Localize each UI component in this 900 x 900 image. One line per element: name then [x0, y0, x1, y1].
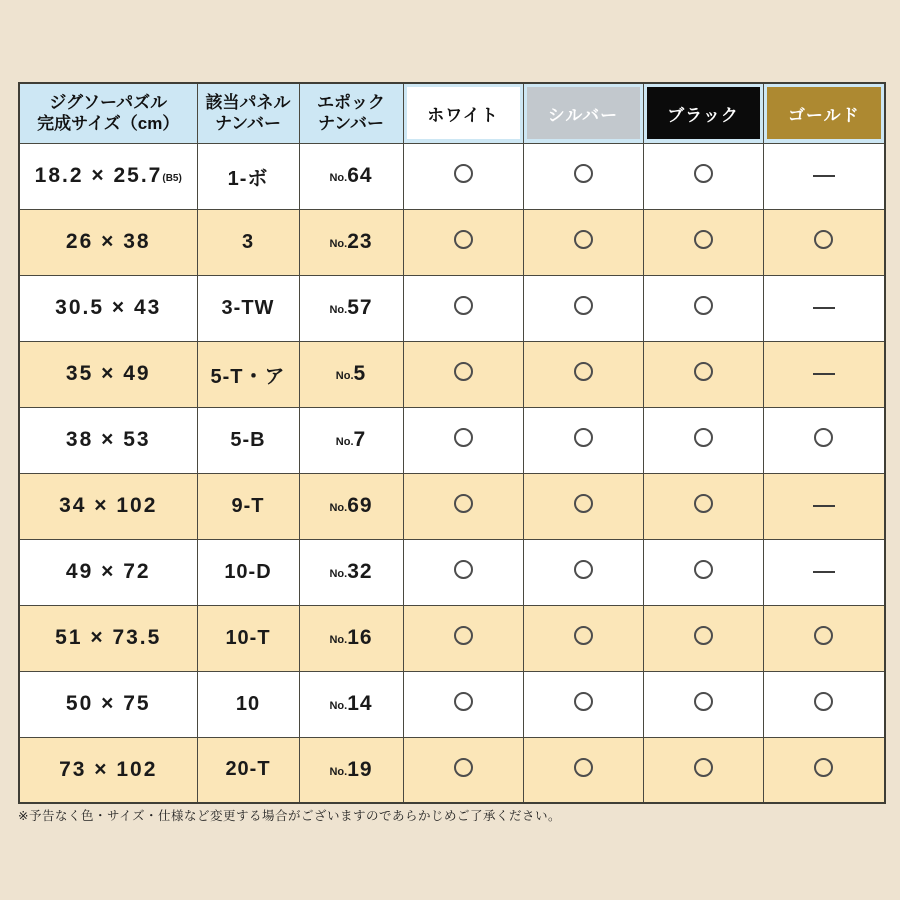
- header-color-black: [643, 83, 763, 143]
- header-size-line2: 完成サイズ（cm）: [37, 114, 180, 134]
- epoch-prefix: No.: [329, 304, 348, 316]
- available-circle-mark: [574, 362, 593, 381]
- not-available-dash-mark: [813, 571, 835, 573]
- epoch-prefix: No.: [329, 700, 348, 712]
- epoch-number: 14: [347, 692, 373, 715]
- available-circle-mark: [814, 692, 833, 711]
- available-circle-mark: [454, 362, 473, 381]
- panel-number: 10-T: [225, 626, 271, 649]
- table-row: [19, 473, 885, 539]
- size-value: 30.5 × 43: [55, 296, 162, 319]
- availability-cell: [523, 605, 643, 671]
- epoch-prefix: No.: [329, 238, 348, 250]
- table-header: [19, 83, 885, 143]
- size-cell: [19, 209, 197, 275]
- availability-cell: [643, 671, 763, 737]
- available-circle-mark: [574, 692, 593, 711]
- header-size-line1: ジグソーパズル: [49, 93, 168, 112]
- available-circle-mark: [454, 758, 473, 777]
- epoch-number-cell: [299, 209, 403, 275]
- epoch-number-cell: [299, 737, 403, 803]
- panel-number-cell: [197, 671, 299, 737]
- availability-cell: [643, 737, 763, 803]
- available-circle-mark: [694, 626, 713, 645]
- available-circle-mark: [454, 230, 473, 249]
- size-cell: [19, 473, 197, 539]
- not-available-dash-mark: [813, 307, 835, 309]
- header-color-white: [403, 83, 523, 143]
- epoch-number: 16: [347, 626, 373, 649]
- epoch-prefix: No.: [335, 370, 354, 382]
- epoch-number: 57: [347, 296, 373, 319]
- epoch-prefix: No.: [329, 172, 348, 184]
- panel-number: 10: [235, 692, 261, 715]
- table-body: [19, 143, 885, 803]
- availability-cell: [403, 473, 523, 539]
- size-cell: [19, 539, 197, 605]
- epoch-number: 64: [347, 164, 373, 187]
- available-circle-mark: [454, 494, 473, 513]
- availability-cell: [763, 737, 885, 803]
- size-value: 50 × 75: [65, 692, 151, 715]
- table-row: [19, 539, 885, 605]
- available-circle-mark: [574, 230, 593, 249]
- table-row: [19, 407, 885, 473]
- available-circle-mark: [694, 296, 713, 315]
- available-circle-mark: [574, 560, 593, 579]
- epoch-prefix: No.: [329, 765, 348, 778]
- available-circle-mark: [454, 164, 473, 183]
- not-available-dash-mark: [813, 505, 835, 507]
- available-circle-mark: [694, 758, 713, 777]
- panel-number: 5-B: [230, 428, 266, 451]
- availability-cell: [403, 341, 523, 407]
- availability-cell: [763, 407, 885, 473]
- table-row: [19, 341, 885, 407]
- white-color-swatch: ホワイト: [407, 87, 520, 139]
- footnote: ※予告なく色・サイズ・仕様など変更する場合がございますのであらかじめご了承ください。: [18, 809, 561, 823]
- header-epoch-line1: エポック: [317, 93, 385, 112]
- availability-cell: [523, 671, 643, 737]
- available-circle-mark: [574, 428, 593, 447]
- silver-color-swatch: シルバー: [527, 87, 640, 139]
- available-circle-mark: [814, 758, 833, 777]
- available-circle-mark: [694, 494, 713, 513]
- available-circle-mark: [454, 428, 473, 447]
- table-row: [19, 671, 885, 737]
- panel-number-cell: [197, 209, 299, 275]
- availability-cell: [523, 143, 643, 209]
- header-epoch: [299, 83, 403, 143]
- availability-cell: [523, 341, 643, 407]
- size-value: 34 × 102: [59, 494, 158, 517]
- available-circle-mark: [454, 692, 473, 711]
- availability-cell: [523, 209, 643, 275]
- availability-cell: [643, 275, 763, 341]
- panel-number: 20-T: [225, 758, 271, 781]
- availability-cell: [763, 275, 885, 341]
- size-note: (B5): [162, 173, 182, 184]
- panel-number-cell: [197, 737, 299, 803]
- size-cell: [19, 275, 197, 341]
- epoch-prefix: No.: [329, 568, 348, 580]
- header-row: [19, 83, 885, 143]
- availability-cell: [643, 143, 763, 209]
- availability-cell: [403, 143, 523, 209]
- table-row: [19, 209, 885, 275]
- size-value: 73 × 102: [59, 757, 158, 781]
- available-circle-mark: [574, 494, 593, 513]
- header-panel: [197, 83, 299, 143]
- table-row: [19, 143, 885, 209]
- availability-cell: [643, 341, 763, 407]
- availability-cell: [403, 737, 523, 803]
- epoch-prefix: No.: [329, 634, 348, 646]
- available-circle-mark: [454, 560, 473, 579]
- availability-cell: [763, 605, 885, 671]
- available-circle-mark: [814, 230, 833, 249]
- size-cell: [19, 407, 197, 473]
- table-row: [19, 737, 885, 803]
- header-color-gold: [763, 83, 885, 143]
- available-circle-mark: [574, 296, 593, 315]
- panel-number-cell: [197, 341, 299, 407]
- availability-cell: [643, 539, 763, 605]
- epoch-number-cell: [299, 275, 403, 341]
- epoch-prefix: No.: [329, 502, 348, 514]
- header-epoch-line2: ナンバー: [318, 114, 384, 134]
- not-available-dash-mark: [813, 175, 835, 177]
- panel-number-cell: [197, 473, 299, 539]
- epoch-number-cell: [299, 539, 403, 605]
- availability-cell: [523, 275, 643, 341]
- available-circle-mark: [814, 626, 833, 645]
- size-cell: [19, 605, 197, 671]
- availability-cell: [763, 143, 885, 209]
- panel-number-cell: [197, 275, 299, 341]
- available-circle-mark: [814, 428, 833, 447]
- gold-color-swatch: ゴールド: [767, 87, 882, 139]
- table-row: [19, 275, 885, 341]
- epoch-number-cell: [299, 671, 403, 737]
- puzzle-panel-spec-table: [18, 82, 886, 804]
- epoch-number-cell: [299, 473, 403, 539]
- available-circle-mark: [694, 164, 713, 183]
- available-circle-mark: [694, 428, 713, 447]
- size-value: 51 × 73.5: [55, 626, 162, 649]
- availability-cell: [523, 473, 643, 539]
- size-value: 18.2 × 25.7: [34, 164, 163, 187]
- available-circle-mark: [694, 362, 713, 381]
- available-circle-mark: [694, 692, 713, 711]
- availability-cell: [643, 605, 763, 671]
- black-color-swatch: ブラック: [647, 87, 760, 139]
- available-circle-mark: [574, 758, 593, 777]
- availability-cell: [763, 341, 885, 407]
- epoch-number-cell: [299, 605, 403, 671]
- available-circle-mark: [574, 626, 593, 645]
- available-circle-mark: [574, 164, 593, 183]
- epoch-number: 69: [347, 494, 373, 517]
- availability-cell: [403, 671, 523, 737]
- panel-number-cell: [197, 605, 299, 671]
- epoch-number: 7: [353, 428, 367, 451]
- available-circle-mark: [454, 626, 473, 645]
- epoch-number: 5: [353, 362, 367, 385]
- not-available-dash-mark: [813, 373, 835, 375]
- availability-cell: [643, 209, 763, 275]
- table-row: [19, 605, 885, 671]
- panel-number: 1-ボ: [227, 167, 269, 190]
- epoch-number: 32: [347, 560, 373, 583]
- panel-number: 3: [241, 230, 255, 253]
- availability-cell: [523, 407, 643, 473]
- panel-number-cell: [197, 407, 299, 473]
- available-circle-mark: [694, 230, 713, 249]
- available-circle-mark: [454, 296, 473, 315]
- size-cell: [19, 671, 197, 737]
- header-panel-line2: ナンバー: [215, 114, 281, 134]
- size-value: 26 × 38: [65, 230, 151, 253]
- availability-cell: [403, 275, 523, 341]
- availability-cell: [403, 539, 523, 605]
- availability-cell: [763, 473, 885, 539]
- size-cell: [19, 341, 197, 407]
- size-value: 49 × 72: [65, 560, 151, 583]
- header-color-silver: [523, 83, 643, 143]
- panel-number: 3-TW: [221, 296, 275, 319]
- size-cell: [19, 143, 197, 209]
- panel-number: 5-T・ア: [210, 365, 286, 388]
- header-panel-line1: 該当パネル: [205, 93, 291, 112]
- availability-cell: [763, 209, 885, 275]
- available-circle-mark: [694, 560, 713, 579]
- availability-cell: [643, 473, 763, 539]
- size-value: 38 × 53: [65, 428, 151, 451]
- epoch-number: 19: [347, 757, 373, 781]
- availability-cell: [763, 539, 885, 605]
- size-cell: [19, 737, 197, 803]
- header-size: [19, 83, 197, 143]
- panel-number: 9-T: [231, 494, 265, 517]
- availability-cell: [403, 209, 523, 275]
- size-value: 35 × 49: [65, 362, 151, 385]
- availability-cell: [403, 407, 523, 473]
- panel-number-cell: [197, 143, 299, 209]
- panel-number-cell: [197, 539, 299, 605]
- epoch-prefix: No.: [335, 436, 354, 448]
- availability-cell: [643, 407, 763, 473]
- panel-number: 10-D: [224, 560, 272, 583]
- epoch-number: 23: [347, 230, 373, 253]
- epoch-number-cell: [299, 341, 403, 407]
- availability-cell: [523, 737, 643, 803]
- availability-cell: [403, 605, 523, 671]
- availability-cell: [763, 671, 885, 737]
- availability-cell: [523, 539, 643, 605]
- epoch-number-cell: [299, 407, 403, 473]
- epoch-number-cell: [299, 143, 403, 209]
